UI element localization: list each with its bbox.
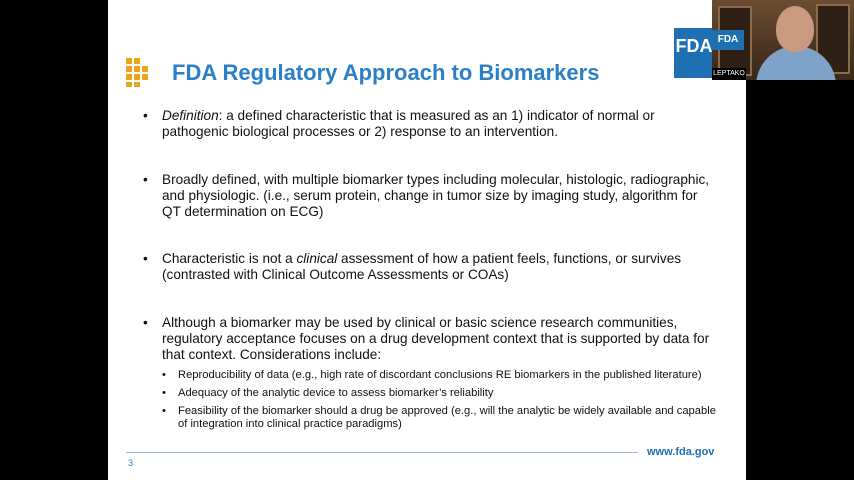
footer-url: www.fda.gov	[647, 446, 715, 458]
bullet-dot: •	[162, 405, 166, 417]
bullet-broadly-defined	[143, 172, 716, 220]
footer-divider	[126, 452, 638, 453]
bullet-dot: •	[143, 315, 148, 330]
bullet-text: Although a biomarker may be used by clinical or basic science research communities, regulatory acceptance focuses on a drug development context that is supported by data for that context. Considerations include:	[162, 315, 710, 362]
slide-title: FDA Regulatory Approach to Biomarkers	[172, 60, 600, 85]
hhs-logo-icon	[124, 56, 154, 88]
bullet-dot: •	[162, 387, 166, 399]
bullet-lead: Definition	[162, 108, 219, 123]
bullet-text-post: assessment of how a patient feels, functions, or survives (contrasted with Clinical Outcome Assessments or COAs)	[162, 251, 682, 282]
bullet-regulatory-acceptance	[143, 315, 716, 436]
video-fda-logo: FDA	[712, 30, 744, 50]
bullet-text-pre: Characteristic is not a	[162, 251, 297, 266]
presentation-slide	[108, 0, 746, 480]
bullet-dot: •	[162, 369, 166, 381]
bullet-dot: •	[143, 108, 148, 123]
bullet-dot: •	[143, 251, 148, 266]
fda-logo: FDA	[674, 28, 714, 78]
bullet-text: : a defined characteristic that is measured as an 1) indicator of normal or pathogenic biological processes or 2) response to an intervention.	[162, 108, 655, 139]
speaker-head	[776, 6, 814, 52]
sub-bullet-list	[146, 369, 716, 431]
speaker-video-thumbnail[interactable]	[712, 0, 854, 80]
bullet-definition	[143, 108, 716, 140]
bullet-text: Broadly defined, with multiple biomarker types including molecular, histologic, radiographic, and physiologic. (i.e., serum protein, change in tumor size by imaging study, algorithm for QT determination on ECG)	[162, 172, 710, 219]
sub-bullet-item: • Reproducibility of data (e.g., high rate of discordant conclusions RE biomarkers in the published literature)	[162, 369, 702, 381]
sub-bullet-item: • Adequacy of the analytic device to assess biomarker’s reliability	[162, 387, 494, 399]
bullet-characteristic	[143, 251, 716, 283]
slide-page-number: 3	[128, 458, 134, 468]
participant-name-label: LEPTAKO	[712, 68, 746, 80]
sub-bullet-item: • Feasibility of the biomarker should a drug be approved (e.g., will the analytic be widely available and capable of integration into clinical practice paradigms)	[162, 405, 716, 430]
bullet-text-emphasis: clinical	[296, 251, 338, 266]
bullet-dot: •	[143, 172, 148, 187]
